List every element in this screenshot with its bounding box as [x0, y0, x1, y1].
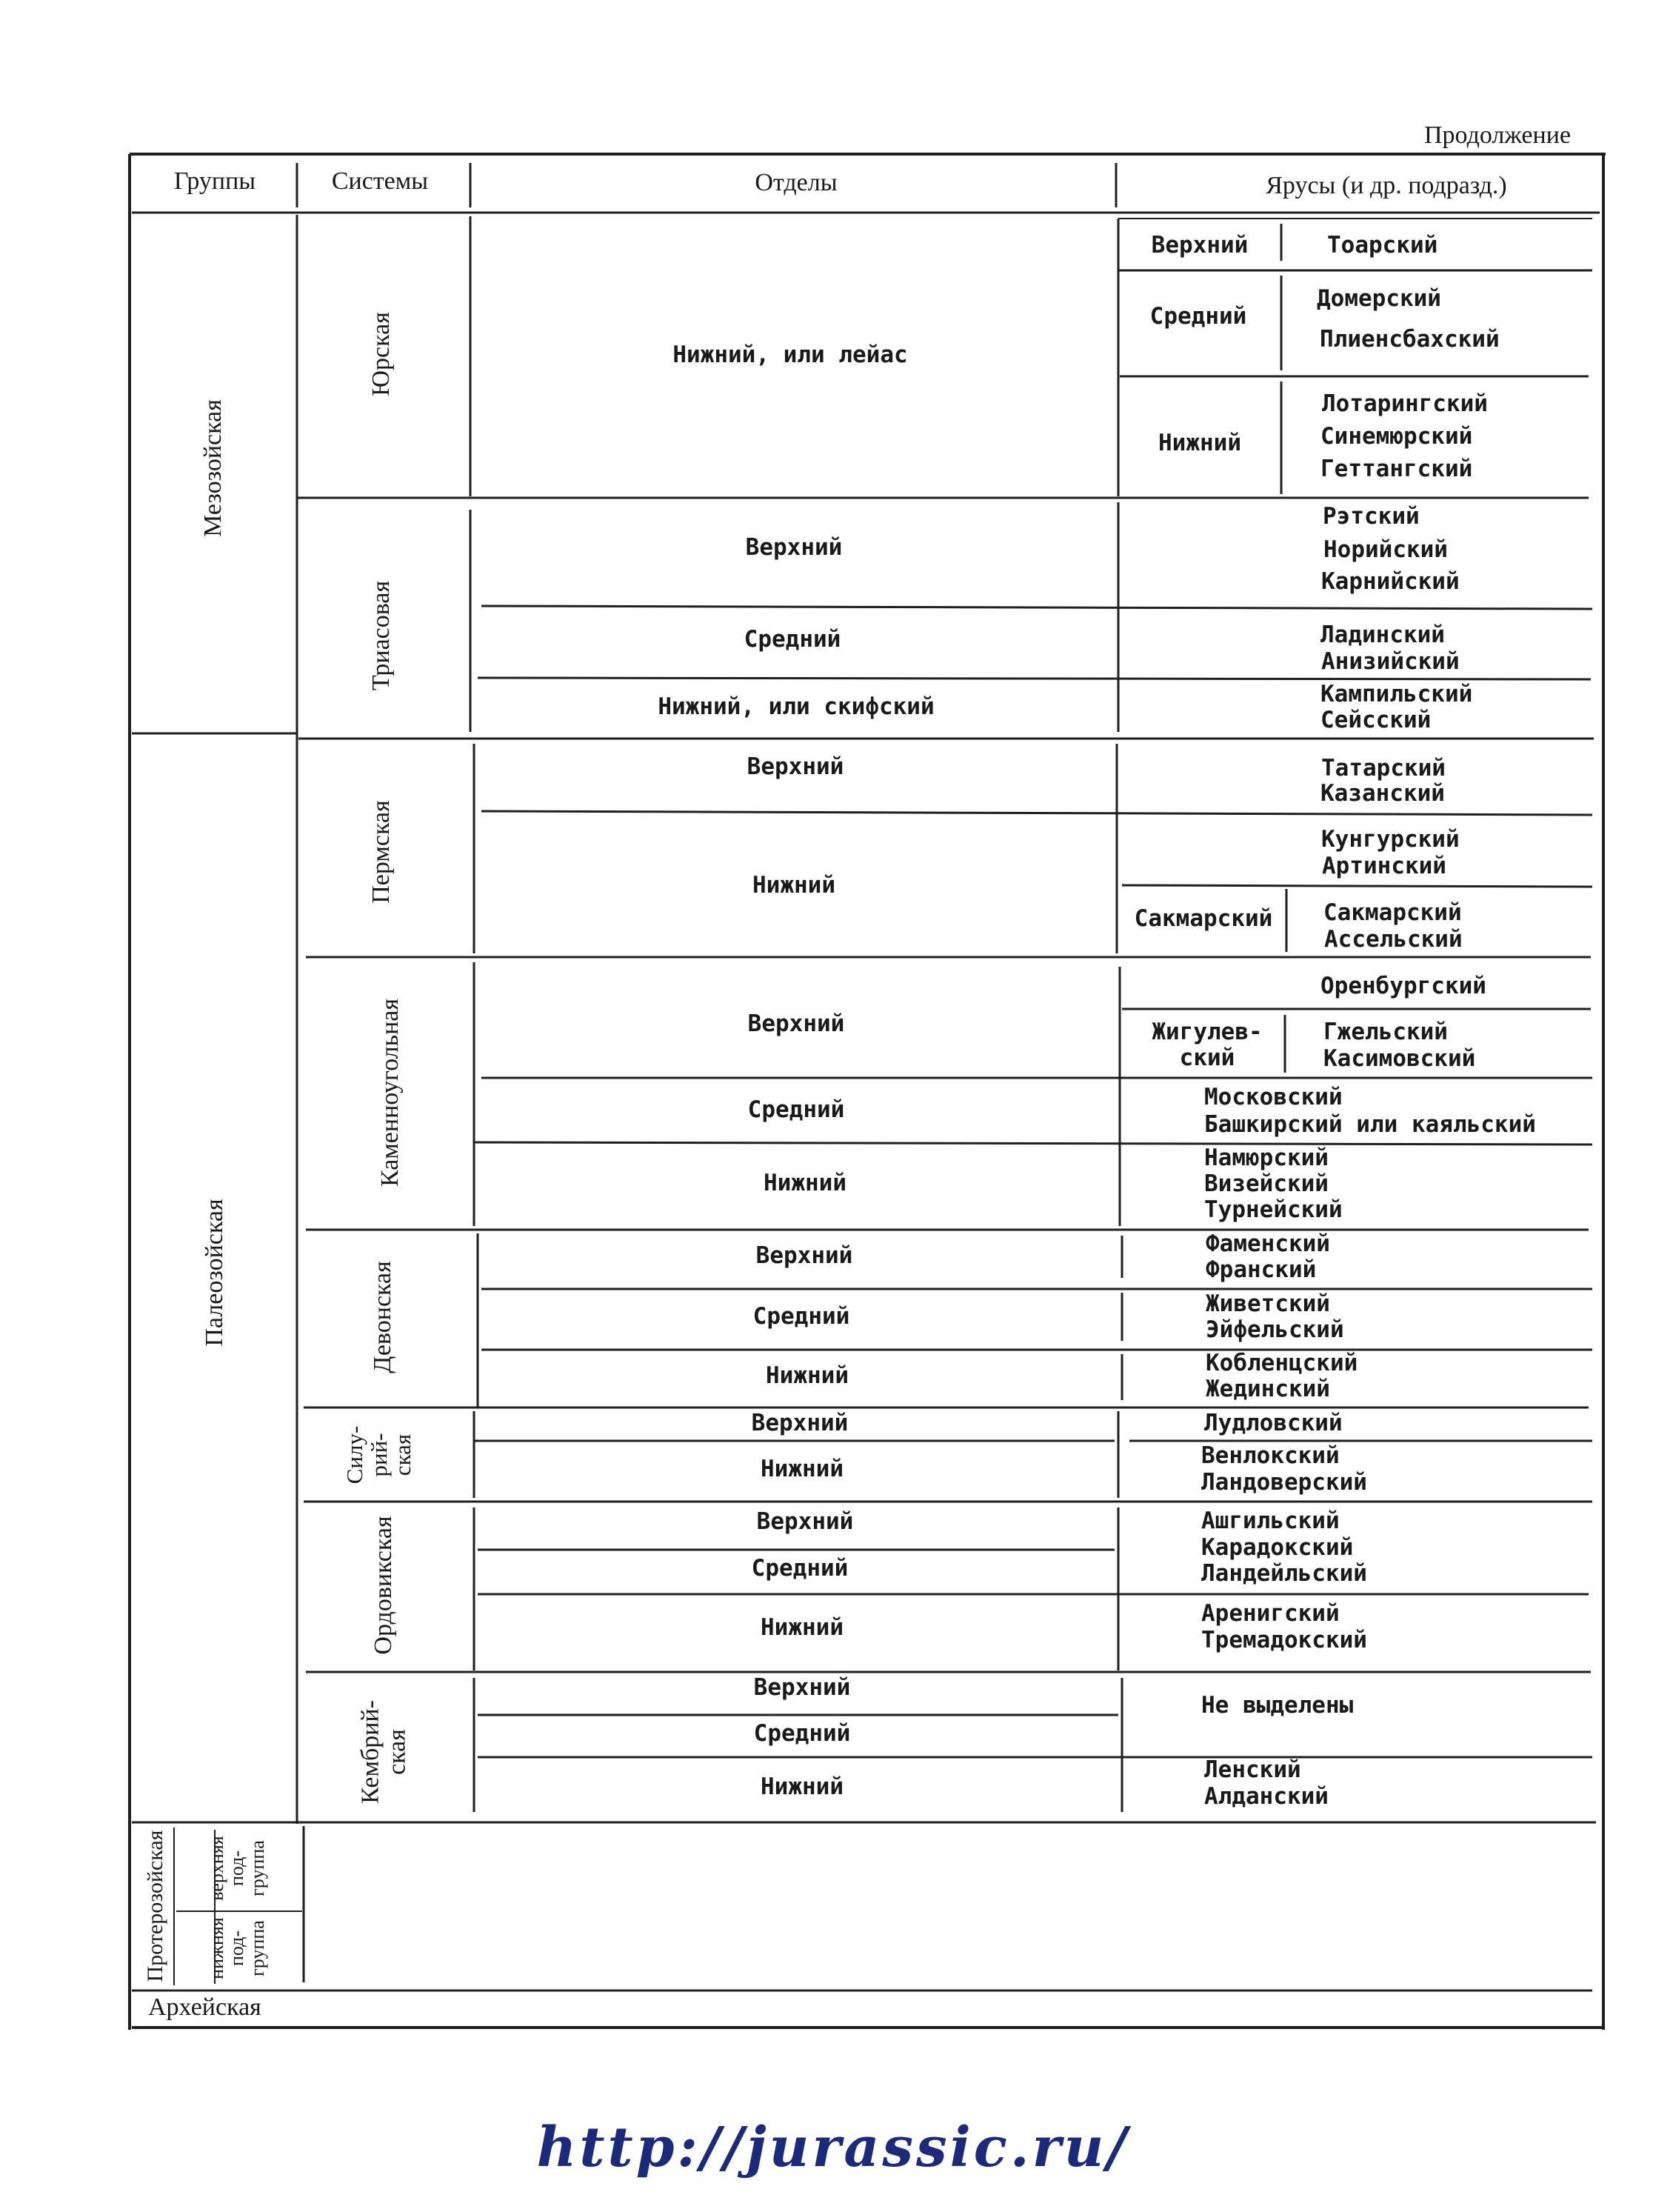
stage-moscovian: Московский [1204, 1084, 1343, 1110]
stage-campilian: Кампильский [1320, 681, 1473, 707]
division-permian-lower: Нижний [752, 872, 835, 899]
stage-aldanian: Алданский [1204, 1783, 1329, 1810]
header-groups: Группы [173, 167, 256, 195]
stage-wenlockian: Венлокский [1201, 1442, 1340, 1469]
stage-coblenzian: Кобленцский [1206, 1350, 1358, 1376]
group-proterozoic: Протерозойская [143, 1830, 167, 1982]
stage-asselian: Ассельский [1324, 926, 1463, 953]
division-triassic-lower: Нижний, или скифский [658, 693, 935, 720]
header-stages: Ярусы (и др. подразд.) [1266, 172, 1507, 199]
stage-artinskian: Артинский [1322, 853, 1446, 879]
proterozoic-lower-subgroup: нижняя под- группа [206, 1917, 268, 1979]
division-cambrian-lower: Нижний [761, 1773, 844, 1800]
stage-namurian: Намюрский [1204, 1145, 1329, 1171]
stage-seisian: Сейсский [1320, 707, 1432, 733]
stage-anisian: Анизийский [1321, 648, 1460, 675]
division-ordovician-lower: Нижний [761, 1614, 844, 1641]
division-ordovician-middle: Средний [751, 1555, 849, 1582]
division-cambrian-middle: Средний [753, 1720, 851, 1747]
division-triassic-middle: Средний [744, 626, 841, 653]
group-mesozoic: Мезозойская [199, 399, 227, 537]
stage-ludlovian: Лудловский [1204, 1410, 1343, 1436]
division-devonian-lower: Нижний [766, 1362, 849, 1389]
stage-hettangian: Геттангский [1320, 456, 1473, 482]
stage-toarcian: Тоарский [1327, 232, 1438, 259]
stage-gedinnian: Жединский [1206, 1376, 1330, 1402]
subdivision-jurassic-lower: Нижний [1158, 430, 1241, 456]
division-cambrian-upper: Верхний [753, 1674, 851, 1701]
stage-lotharingian: Лотарингский [1322, 390, 1488, 417]
division-ordovician-upper: Верхний [756, 1508, 854, 1535]
stage-orenburgian: Оренбургский [1320, 973, 1486, 999]
stage-kasimovian: Касимовский [1323, 1045, 1476, 1072]
division-carboniferous-lower: Нижний [764, 1170, 846, 1196]
stage-frasnian: Франский [1206, 1256, 1317, 1283]
stage-sinemurian: Синемюрский [1320, 423, 1473, 450]
stage-llandoverian: Ландоверский [1201, 1469, 1367, 1496]
system-carboniferous: Каменноугольная [376, 998, 404, 1187]
continuation-label: Продолжение [1424, 121, 1572, 149]
system-silurian: Силу- рий- ская [341, 1425, 416, 1485]
subdivision-jurassic-upper: Верхний [1151, 232, 1249, 259]
stage-pliensbachian: Плиенсбахский [1320, 326, 1500, 353]
stage-tremadocian: Тремадокский [1201, 1627, 1367, 1653]
division-permian-upper: Верхний [747, 753, 844, 780]
division-devonian-upper: Верхний [755, 1242, 853, 1269]
stage-llandeilian: Ландейльский [1201, 1560, 1367, 1587]
group-paleozoic: Палеозойская [201, 1199, 228, 1347]
stage-gzhelian: Гжельский [1323, 1019, 1448, 1045]
stage-domerian: Домерский [1317, 285, 1441, 312]
subdivision-sakmarian: Сакмарский [1134, 905, 1273, 932]
division-silurian-lower: Нижний [761, 1456, 844, 1482]
division-devonian-middle: Средний [752, 1303, 850, 1330]
system-jurassic: Юрская [367, 312, 395, 396]
stage-kazanian: Казанский [1320, 780, 1445, 807]
header-divisions: Отделы [755, 169, 838, 196]
stage-not-distinguished: Не выделены [1201, 1692, 1354, 1719]
stage-sakmarian: Сакмарский [1323, 899, 1462, 926]
stage-tournaisian: Турнейский [1204, 1196, 1343, 1223]
system-ordovician: Ордовикская [370, 1516, 397, 1655]
stage-ladinian: Ладинский [1320, 622, 1445, 648]
subdivision-zhigulevsky: Жигулев- ский [1152, 1019, 1263, 1071]
subdivision-jurassic-middle: Средний [1149, 303, 1247, 330]
system-cambrian: Кембрий- ская [356, 1699, 410, 1805]
group-archean: Архейская [148, 1993, 261, 2021]
stage-caradocian: Карадокский [1201, 1534, 1354, 1561]
stage-givetian: Живетский [1206, 1290, 1330, 1317]
stage-ashgillian: Ашгильский [1201, 1508, 1340, 1534]
stage-lenian: Ленский [1204, 1756, 1301, 1783]
division-silurian-upper: Верхний [751, 1410, 849, 1436]
stage-eifelian: Эйфельский [1206, 1316, 1344, 1343]
stage-carnian: Карнийский [1321, 568, 1460, 595]
stage-rhaetian: Рэтский [1323, 503, 1420, 530]
footer-url-link[interactable]: http://jurassic.ru/ [536, 2116, 1130, 2179]
system-devonian: Девонская [369, 1261, 396, 1373]
stage-visean: Визейский [1204, 1170, 1329, 1197]
stage-kungurian: Кунгурский [1321, 826, 1460, 853]
system-permian: Пермская [367, 800, 395, 904]
stage-bashkirian: Башкирский или каяльский [1204, 1111, 1536, 1138]
header-systems: Системы [331, 167, 429, 195]
stage-norian: Норийский [1323, 536, 1448, 563]
division-jurassic-lower: Нижний, или лейас [672, 342, 908, 368]
system-triassic: Триасовая [367, 580, 395, 691]
stage-tatarian: Татарский [1321, 755, 1446, 782]
proterozoic-upper-subgroup: верхняя под- группа [206, 1836, 268, 1901]
stage-arenigian: Аренигский [1201, 1600, 1340, 1627]
division-carboniferous-upper: Верхний [747, 1010, 845, 1037]
division-carboniferous-middle: Средний [747, 1096, 845, 1123]
division-triassic-upper: Верхний [745, 534, 843, 561]
stage-famennian: Фаменский [1206, 1230, 1330, 1257]
